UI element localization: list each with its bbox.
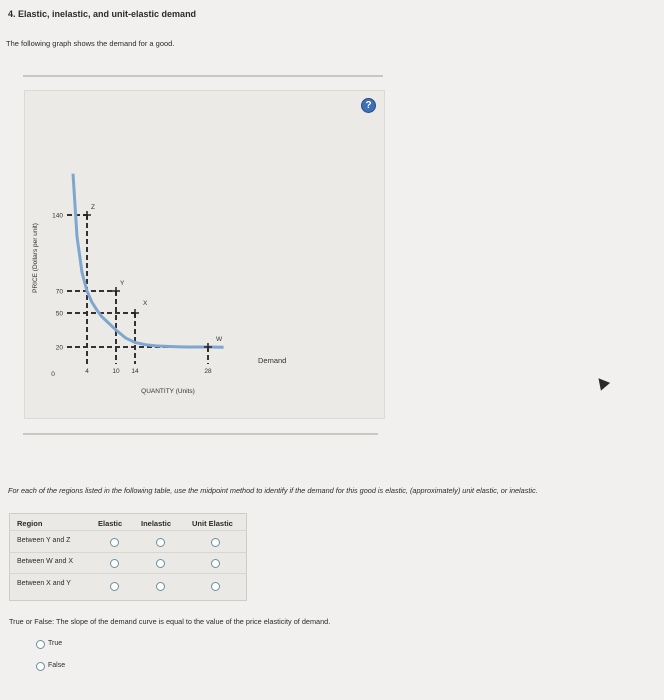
point-label-z: Z — [91, 204, 95, 211]
x-tick-label: 28 — [204, 368, 212, 375]
x-tick-label: 0 — [51, 371, 55, 378]
demand-curve — [73, 174, 224, 348]
header-inelastic: Inelastic — [141, 519, 172, 528]
help-icon[interactable]: ? — [361, 98, 376, 113]
row-divider — [10, 573, 246, 574]
radio-wx-unit-elastic[interactable] — [211, 559, 220, 568]
row-label-wx: Between W and X — [17, 558, 74, 565]
radio-yz-inelastic[interactable] — [156, 538, 165, 547]
elasticity-table — [9, 513, 247, 601]
option-false-label: False — [48, 662, 66, 669]
y-tick-label: 50 — [55, 310, 63, 318]
y-tick-label: 140 — [52, 212, 63, 220]
radio-xy-unit-elastic[interactable] — [211, 582, 220, 591]
header-region: Region — [17, 519, 43, 528]
x-tick-label: 10 — [112, 368, 120, 375]
radio-xy-inelastic[interactable] — [156, 582, 165, 591]
row-label-yz: Between Y and Z — [17, 537, 71, 544]
divider — [23, 433, 378, 435]
radio-wx-inelastic[interactable] — [156, 559, 165, 568]
chart-axes — [32, 213, 212, 396]
chart-points — [83, 211, 212, 351]
row-divider — [10, 530, 246, 531]
radio-xy-elastic[interactable] — [110, 582, 119, 591]
question-title: 4. Elastic, inelastic, and unit-elastic demand — [8, 9, 197, 19]
radio-yz-unit-elastic[interactable] — [211, 538, 220, 547]
row-divider — [10, 552, 246, 553]
table-instructions: For each of the regions listed in the following table, use the midpoint method to identify if the demand for this good is elastic, (approximately) unit elastic, or inelastic. — [8, 486, 538, 495]
radio-false[interactable] — [36, 662, 45, 671]
y-axis-label: PRICE (Dollars per unit) — [32, 223, 39, 293]
true-false-question: True or False: The slope of the demand curve is equal to the value of the price elasticity of demand. — [9, 617, 331, 626]
point-label-x: X — [143, 300, 148, 307]
x-tick-label: 4 — [85, 368, 89, 375]
y-tick-label: 20 — [55, 344, 63, 352]
radio-wx-elastic[interactable] — [110, 559, 119, 568]
point-label-y: Y — [120, 280, 125, 287]
x-tick-label: 14 — [131, 368, 139, 375]
series-label-demand: Demand — [258, 356, 287, 365]
radio-true[interactable] — [36, 640, 45, 649]
header-unit-elastic: Unit Elastic — [192, 519, 233, 528]
chart-labels — [91, 204, 286, 365]
y-tick-label: 70 — [55, 288, 63, 296]
row-label-xy: Between X and Y — [17, 580, 71, 587]
radio-yz-elastic[interactable] — [110, 538, 119, 547]
header-elastic: Elastic — [98, 519, 123, 528]
question-intro: The following graph shows the demand for a good. — [6, 39, 175, 48]
option-true-label: True — [48, 640, 63, 647]
x-axis-label: QUANTITY (Units) — [141, 388, 195, 395]
point-label-w: W — [216, 336, 223, 343]
